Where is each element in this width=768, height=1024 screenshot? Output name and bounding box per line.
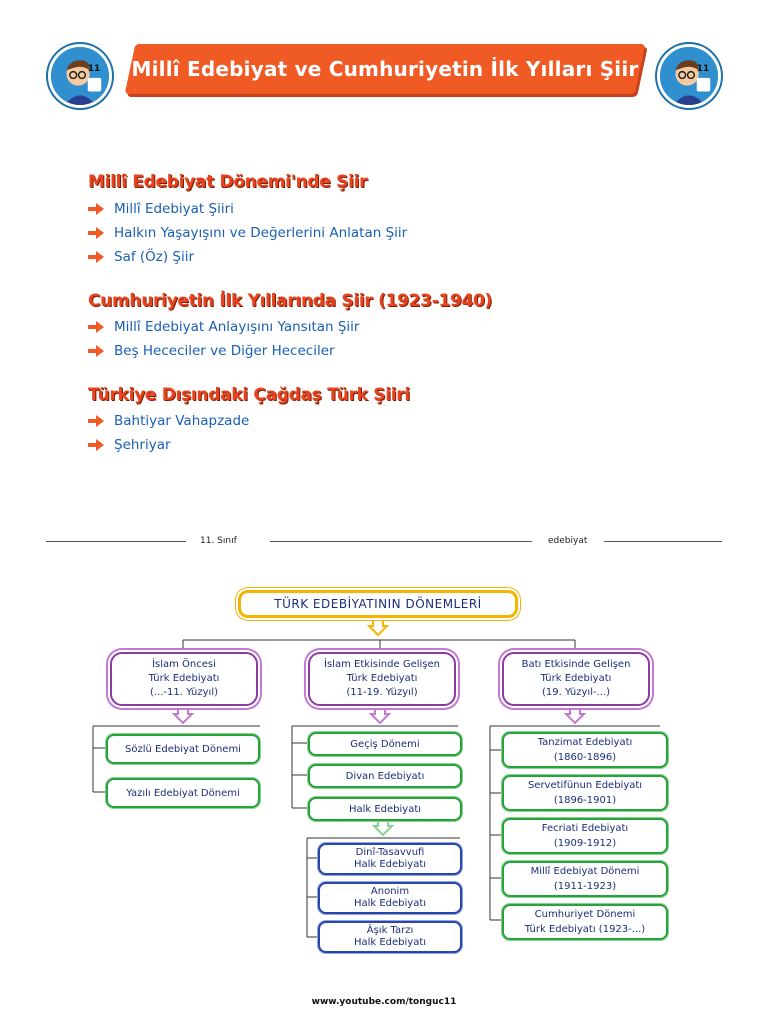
box-servetifunun: Servetifünun Edebiyatı (1896-1901) <box>502 775 668 811</box>
box-anonim: Anonim Halk Edebiyatı <box>318 882 462 914</box>
period-bati-etkisinde: Batı Etkisinde Gelişen Türk Edebiyatı (19. Yüzyıl-...) <box>502 652 650 706</box>
box-cumhuriyet-donemi: Cumhuriyet Dönemi Türk Edebiyatı (1923-...) <box>502 904 668 940</box>
box-sozlu-edebiyat: Sözlü Edebiyat Dönemi <box>106 734 260 764</box>
box-dini-tasavvufi: Dinî-Tasavvufi Halk Edebiyatı <box>318 843 462 875</box>
subject-label: edebiyat <box>548 536 588 546</box>
footer-url: www.youtube.com/tonguc11 <box>311 997 457 1007</box>
page-title: Millî Edebiyat ve Cumhuriyetin İlk Yılları Şiir <box>131 57 639 81</box>
box-milli-edebiyat-donemi: Millî Edebiyat Dönemi (1911-1923) <box>502 861 668 897</box>
box-yazili-edebiyat: Yazılı Edebiyat Dönemi <box>106 778 260 808</box>
section-title-turkiye-disi: Türkiye Dışındaki Çağdaş Türk Şiiri <box>88 385 410 405</box>
box-fecriati: Fecriati Edebiyatı (1909-1912) <box>502 818 668 854</box>
box-tanzimat: Tanzimat Edebiyatı (1860-1896) <box>502 732 668 768</box>
list-item: Millî Edebiyat Anlayışını Yansıtan Şiir <box>88 315 360 339</box>
badge-left: 11 <box>87 64 101 74</box>
badge-right: 11 <box>696 64 710 74</box>
list-item: Beş Hececiler ve Diğer Hececiler <box>88 339 360 363</box>
section-title-milli-edebiyat: Millî Edebiyat Dönemi'nde Şiir <box>88 172 368 192</box>
list-item: Bahtiyar Vahapzade <box>88 409 249 433</box>
period-islam-oncesi: İslam Öncesi Türk Edebiyatı (...-11. Yüzyıl) <box>110 652 258 706</box>
list-item: Halkın Yaşayışını ve Değerlerini Anlatan Şiir <box>88 221 407 245</box>
list-item: Şehriyar <box>88 433 249 457</box>
box-divan-edebiyati: Divan Edebiyatı <box>308 764 462 788</box>
box-halk-edebiyati: Halk Edebiyatı <box>308 797 462 821</box>
section-title-cumhuriyet: Cumhuriyetin İlk Yıllarında Şiir (1923-1940) <box>88 291 493 311</box>
box-gecis-donemi: Geçiş Dönemi <box>308 732 462 756</box>
box-asik-tarzi: Âşık Tarzı Halk Edebiyatı <box>318 921 462 953</box>
grade-label: 11. Sınıf <box>200 536 237 546</box>
list-item: Saf (Öz) Şiir <box>88 245 407 269</box>
period-islam-etkisinde: İslam Etkisinde Gelişen Türk Edebiyatı (11-19. Yüzyıl) <box>308 652 456 706</box>
diagram-root: TÜRK EDEBİYATININ DÖNEMLERİ <box>238 590 518 618</box>
list-item: Millî Edebiyat Şiiri <box>88 197 407 221</box>
